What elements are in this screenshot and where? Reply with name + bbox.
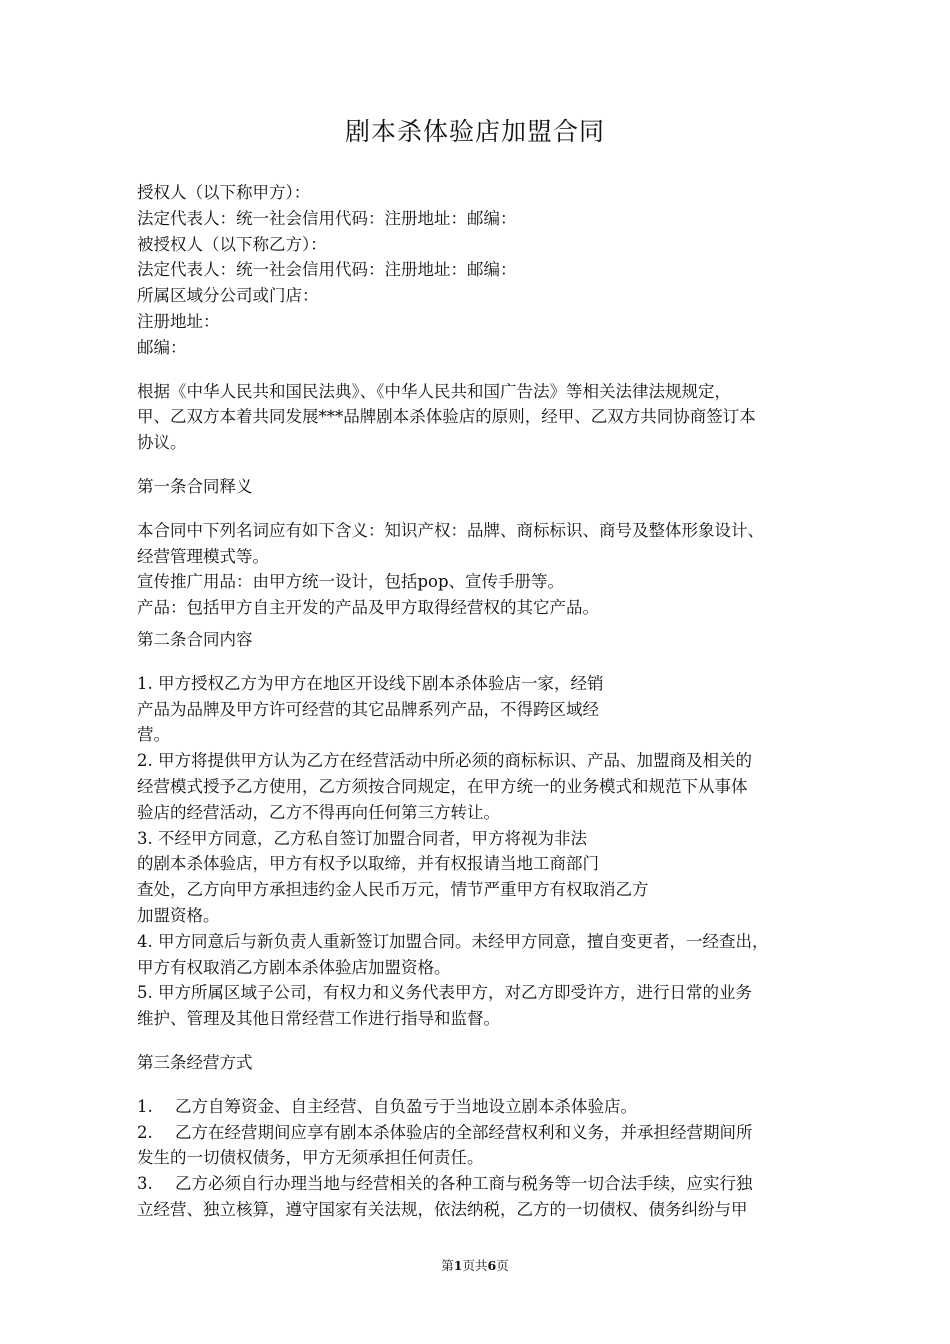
item-number: 2. <box>137 1122 153 1142</box>
document-body <box>137 180 827 1223</box>
party-line: 法定代表人：统一社会信用代码：注册地址：邮编： <box>137 260 517 280</box>
article2-line: 加盟资格。 <box>137 905 220 925</box>
article3-body <box>137 1094 827 1223</box>
article2-line: 3. 不经甲方同意，乙方私自签订加盟合同者，甲方将视为非法 <box>137 828 587 848</box>
article3-item <box>137 1145 827 1171</box>
party-line: 法定代表人：统一社会信用代码：注册地址：邮编： <box>137 208 517 228</box>
item-text: 乙方在经营期间应享有剧本杀体验店的全部经营权利和义务，并承担经营期间所 <box>175 1122 753 1142</box>
item-text: 发生的一切债权债务，甲方无须承担任何责任。 <box>137 1148 484 1168</box>
party-line: 注册地址： <box>137 311 220 331</box>
article3-item <box>137 1197 827 1223</box>
article3-item <box>137 1120 827 1146</box>
preamble-line: 甲、乙双方本着共同发展***品牌剧本杀体验店的原则，经甲、乙双方共同协商签订本 <box>137 407 756 427</box>
article2-line: 5. 甲方所属区域子公司，有权力和义务代表甲方，对乙方即受许方，进行日常的业务 <box>137 983 752 1003</box>
article2-line: 2. 甲方将提供甲方认为乙方在经营活动中所必须的商标标识、产品、加盟商及相关的 <box>137 751 752 771</box>
article1-line: 经营管理模式等。 <box>137 546 269 566</box>
article3-item <box>137 1094 827 1120</box>
article2-line: 维护、管理及其他日常经营工作进行指导和监督。 <box>137 1009 500 1029</box>
item-text: 立经营、独立核算，遵守国家有关法规，依法纳税，乙方的一切债权、债务纠纷与甲 <box>137 1199 748 1219</box>
preamble-line: 根据《中华人民共和国民法典》、《中华人民共和国广告法》等相关法律法规规定， <box>137 381 731 401</box>
article2-line: 的剧本杀体验店，甲方有权予以取缔，并有权报请当地工商部门 <box>137 854 599 874</box>
article2-line: 1. 甲方授权乙方为甲方在地区开设线下剧本杀体验店一家，经销 <box>137 673 604 693</box>
article2-line: 甲方有权取消乙方剧本杀体验店加盟资格。 <box>137 957 451 977</box>
item-text: 乙方必须自行办理当地与经营相关的各种工商与税务等一切合法手续，应实行独 <box>175 1174 753 1194</box>
article1-body <box>137 518 827 621</box>
item-number: 1. <box>137 1096 153 1116</box>
article2-line: 营。 <box>137 725 170 745</box>
party-line: 所属区域分公司或门店： <box>137 286 319 306</box>
article2-line: 产品为品牌及甲方许可经营的其它品牌系列产品，不得跨区域经 <box>137 699 599 719</box>
article2-line: 验店的经营活动，乙方不得再向任何第三方转让。 <box>137 802 500 822</box>
footer-suffix: 页 <box>496 1258 509 1273</box>
article3-heading: 第三条经营方式 <box>137 1052 253 1072</box>
article2-heading: 第二条合同内容 <box>137 629 253 649</box>
parties-block <box>137 180 827 361</box>
current-page-number: 1 <box>453 1258 463 1273</box>
article1-line: 宣传推广用品：由甲方统一设计，包括pop、宣传手册等。 <box>137 572 565 592</box>
article2-line: 4. 甲方同意后与新负责人重新签订加盟合同。未经甲方同意，擅自变更者，一经查出， <box>137 931 769 951</box>
party-line: 邮编： <box>137 337 187 357</box>
article2-line: 经营模式授予乙方使用，乙方须按合同规定，在甲方统一的业务模式和规范下从事体 <box>137 776 748 796</box>
preamble-paragraph <box>137 379 827 456</box>
total-page-number: 6 <box>487 1258 497 1273</box>
party-line: 授权人（以下称甲方）： <box>137 183 311 202</box>
party-line: 被授权人（以下称乙方）： <box>137 234 327 254</box>
document-title: 剧本杀体验店加盟合同 <box>344 117 605 146</box>
article1-line: 产品：包括甲方自主开发的产品及甲方取得经营权的其它产品。 <box>137 598 599 618</box>
item-number: 3. <box>137 1174 153 1194</box>
article2-line: 查处，乙方向甲方承担违约金人民币万元，情节严重甲方有权取消乙方 <box>137 880 649 900</box>
page-footer <box>0 1256 950 1274</box>
article1-line: 本合同中下列名词应有如下含义：知识产权：品牌、商标标识、商号及整体形象设计、 <box>137 520 764 540</box>
article2-body <box>137 671 827 1032</box>
footer-prefix: 第 <box>441 1258 454 1273</box>
item-text: 乙方自筹资金、自主经营、自负盈亏于当地设立剧本杀体验店。 <box>175 1096 637 1116</box>
article3-item <box>137 1171 827 1197</box>
article1-heading: 第一条合同释义 <box>137 476 253 496</box>
footer-middle: 页共 <box>462 1258 488 1273</box>
preamble-line: 协议。 <box>137 433 187 453</box>
